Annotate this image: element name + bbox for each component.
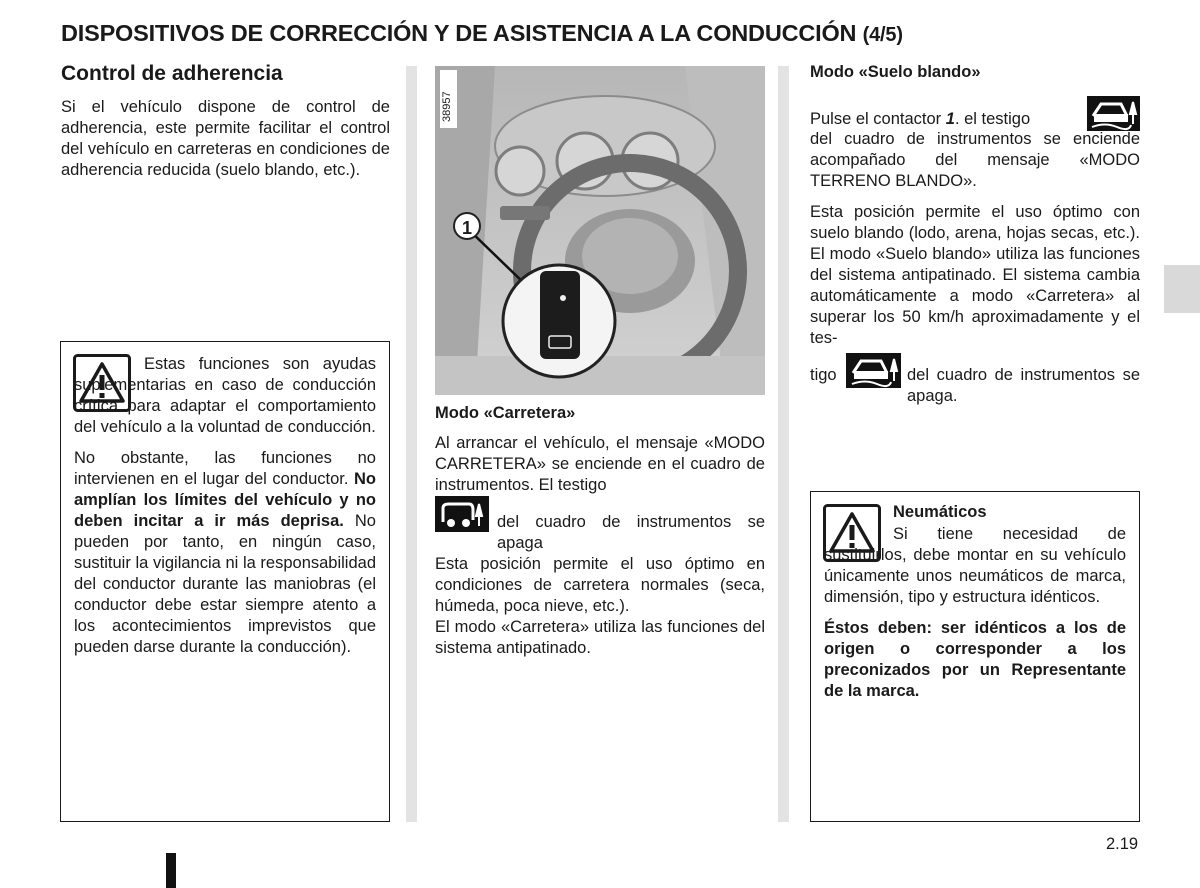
warning-paragraph-2 [74,448,376,658]
road-mode-paragraph-3: El modo «Carretera» utiliza las funciones del sistema antipatinado. [435,618,765,657]
intro-paragraph: Si el vehículo dispone de control de adherencia, este permite facilitar el control del vehículo en carreteras en condiciones de adherencia reducida (suelo blando, etc.). [61,98,390,179]
soft-ground-heading: Modo «Suelo blando» [810,63,981,81]
soft-ground-text-before: Pulse el contactor [810,110,946,128]
page-number: 2.19 [1106,835,1139,853]
page-title-text: DISPOSITIVOS DE CORRECCIÓN Y DE ASISTENCIA A LA CONDUCCIÓN [61,20,857,46]
soft-ground-paragraph-3: del cuadro de instrumentos se apaga. [907,366,1140,405]
warning-paragraph-2-end: No pueden por tanto, en ningún caso, sustituir la vigilancia ni la responsabilidad del conductor durante las maniobras (el conductor debe estar siempre atento a los acontecimientos imprevistos que pueden darse durante la conducción). [74,512,376,656]
photo-reference-number: 38957 [441,91,453,122]
tyre-warning-text: Si tiene necesidad de sustituirlos, debe montar en su vehículo únicamente unos neumáticos de marca, dimensión, tipo y estructura idénticos. [824,525,1126,606]
road-mode-lamp-text: del cuadro de instrumentos se apaga [497,513,765,552]
road-mode-paragraph-1: Al arrancar el vehículo, el mensaje «MODO CARRETERA» se enciende en el cuadro de instrumentos. El testigo [435,434,765,494]
soft-ground-warning-lamp-icon [1087,96,1140,131]
soft-ground-off-lamp-icon [846,353,901,388]
column-separator-right [778,66,789,822]
contactor-reference: 1 [945,110,955,128]
section-heading: Control de adherencia [61,62,283,85]
soft-ground-paragraph-1-start [810,109,1085,130]
page-title [61,20,903,47]
warning-paragraph-2-start: No obstante, las funciones no intervienen en el lugar del conductor. [74,449,376,488]
tyre-warning-box [810,491,1140,822]
soft-ground-paragraph-2: Esta posición permite el uso óptimo con suelo blando (lodo, arena, hojas secas, etc.). El modo «Suelo blando» utiliza las funciones del sistema antipatinado. El sistema cambia automáticamente a modo «Carretera» al superar los 50 km/h aproximadamente y el tes- [810,203,1140,347]
photo-reference [440,70,457,128]
tyre-warning-bold-text: Éstos deben: ser idénticos a los de origen o corresponder a los preconizados por un Representante de la marca. [824,619,1126,700]
soft-ground-tigo-text: tigo [810,366,837,384]
warning-box [60,341,390,822]
soft-ground-text-after: . el testigo [954,110,1031,128]
road-mode-paragraph-2: Esta posición permite el uso óptimo en condiciones de carretera normales (seca, húmeda, poca nieve, etc.). [435,555,765,615]
soft-ground-paragraph-1-rest: del cuadro de instrumentos se enciende acompañado del mensaje «MODO TERRENO BLANDO». [810,130,1140,190]
page-title-suffix: (4/5) [862,24,903,46]
tyre-warning-heading: Neumáticos [893,503,987,521]
road-mode-warning-lamp-icon [435,496,489,532]
warning-paragraph-2-bold: No amplían los límites del vehículo y no deben incitar a ir más deprisa. [74,470,376,530]
warning-paragraph-1: Estas funciones son ayudas suplementarias en caso de conducción crítica para adaptar el comportamiento del vehículo a la voluntad de conducción. [74,355,376,436]
road-mode-heading: Modo «Carretera» [435,404,576,422]
chapter-tab [1164,265,1200,313]
binding-marker [166,853,176,888]
column-separator-left [406,66,417,822]
callout-1: 1 [453,212,481,240]
dashboard-photo [435,66,765,395]
